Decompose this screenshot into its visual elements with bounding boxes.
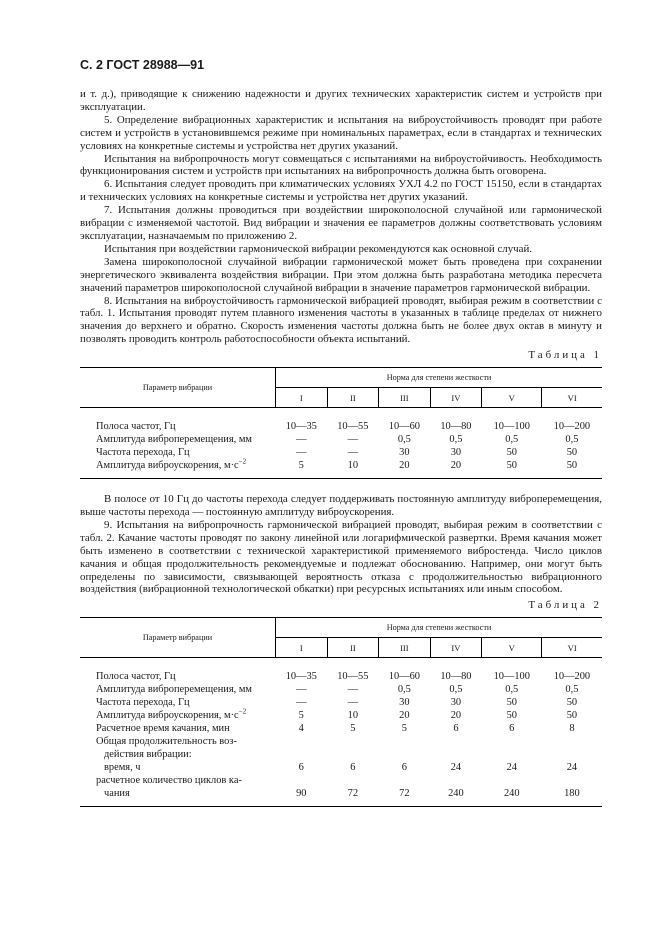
cell: 50 [506,710,517,722]
cell: 240 [482,787,542,807]
cell: 50 [482,459,542,479]
cell: 6 [350,762,356,774]
cell: — [296,684,307,696]
paragraph: 5. Определение вибрационных характеристик и испытания на виброустойчивость проводят при работе систем и устройств в установившемся режиме при номинальных параметрах, если в стандартах и технических условиях на конкретные системы и устройства нет других указаний. [80,113,602,152]
cell: — [347,697,359,709]
table-2 [80,617,602,807]
row-label: Амплитуда виброперемещения, мм [96,434,252,446]
cell: 20 [399,710,410,722]
row-label: Частота перехода, Гц [96,447,190,459]
table2-caption: Таблица 2 [528,599,602,612]
table-row [80,709,602,722]
cell: 30 [399,447,410,459]
column-header: VI [542,388,602,408]
cell: 6 [401,762,407,774]
cell: 180 [542,787,602,807]
cell: 6 [509,723,515,735]
cell: — [347,684,359,696]
cell: 20 [430,459,482,479]
column-header: II [327,638,379,658]
cell: 50 [566,447,578,459]
cell: 10—200 [553,671,591,683]
table-row [80,748,602,761]
cell: 10—80 [440,671,472,683]
cell: 10—55 [337,421,369,433]
cell: 50 [542,459,602,479]
cell: 30 [450,697,462,709]
column-header: II [327,388,379,408]
cell: 24 [450,762,462,774]
row-label: чания [80,787,276,807]
norm-header: Норма для степени жесткости [276,368,603,388]
cell: 50 [566,710,578,722]
paragraph: 6. Испытания следует проводить при климатических условиях УХЛ 4.2 по ГОСТ 15150, если в стандартах и технических условиях на конкретные системы и устройства нет других указаний. [80,178,602,204]
cell: 6 [298,762,304,774]
table-row [80,735,602,748]
cell: 24 [506,762,517,774]
cell: 24 [566,762,578,774]
paragraph: Испытания на вибропрочность могут совмещаться с испытаниями на виброустойчивость. Необходимость функционирования систем и устройств при испытаниях на вибропрочность должна быть оговорена. [80,152,602,178]
table-row [80,683,602,696]
cell: — [296,697,307,709]
row-label: Амплитуда виброускорения, $м\cdot с^{-2}$ [96,707,247,722]
cell: 10—35 [285,671,317,683]
paragraph: 8. Испытания на виброустойчивость гармонической вибрацией проводят, выбирая режим в соответствии с табл. 1. Испытания проводят путем плавного изменения частоты в указанных в таблице пределах от нижнего значения до верхнего и обратно. Скорость изменения частоты должна быть не более двух октав в минуту и позволять проводить контроль работоспособности объекта испытаний. [80,294,602,346]
param-header: Параметр вибрации [80,618,276,658]
table-row [80,761,602,774]
cell: 0,5 [505,684,519,696]
cell: 4 [298,723,304,735]
cell: 8 [569,723,575,735]
table-row [80,787,602,807]
table-1 [80,367,602,479]
cell: 10 [347,710,359,722]
cell: 10—80 [440,421,472,433]
column-header: I [276,638,328,658]
cell: 72 [379,787,431,807]
cell: — [347,434,359,446]
table-row [80,459,602,479]
row-label: расчетное количество циклов ка- [96,775,242,787]
cell: 10—60 [388,421,420,433]
table-row [80,658,602,684]
paragraph: Испытания при воздействии гармонической вибрации рекомендуются как основной случай. [104,242,533,255]
row-label: Полоса частот, Гц [96,421,176,433]
table-row [80,696,602,709]
cell: 5 [401,723,407,735]
row-label: Расчетное время качания, мин [96,723,230,735]
table1-caption: Таблица 1 [528,349,602,362]
cell: 0,5 [397,684,411,696]
column-header: III [379,388,431,408]
cell: 5 [350,723,356,735]
paragraph: и т. д.), приводящие к снижению надежности и других технических характеристик систем и устройств при эксплуатации. [80,88,602,113]
cell: 72 [327,787,379,807]
cell: 10—35 [285,421,317,433]
paragraph: В полосе от 10 Гц до частоты перехода следует поддерживать постоянную амплитуду виброперемещения, выше частоты перехода — постоянную амплитуду виброускорения. [80,493,602,519]
table-row [80,722,602,735]
column-header: VI [542,638,602,658]
row-label: Полоса частот, Гц [96,671,176,683]
table-row [80,433,602,446]
cell: 20 [450,710,462,722]
cell: 90 [276,787,328,807]
cell: 5 [298,710,304,722]
unit-exponent: −2 [238,707,247,716]
cell: 0,5 [449,684,463,696]
cell: 50 [566,697,578,709]
row-label: Частота перехода, Гц [96,697,190,709]
cell: 0,5 [565,684,579,696]
paragraph: Замена широкополосной случайной вибрации гармонической может быть проведена при сохранении энергетического эквивалента воздействия вибрации. При этом должна быть разработана методика пересчета значений параметров широкополосной случайной вибрации в значение параметров гармонической вибрации. [80,255,602,294]
column-header: I [276,388,328,408]
column-header: III [379,638,431,658]
cell: 30 [450,447,462,459]
cell: 10 [327,459,379,479]
unit-exponent: −2 [238,457,247,466]
row-label: Амплитуда виброускорения, $м\cdot с^{-2}$ [80,459,276,479]
cell: 5 [276,459,328,479]
norm-header: Норма для степени жесткости [276,618,603,638]
table-row [80,774,602,787]
cell: 240 [430,787,482,807]
cell: — [347,447,359,459]
cell: 50 [506,697,517,709]
column-header: IV [430,638,482,658]
cell: 20 [379,459,431,479]
cell: 10—200 [553,421,591,433]
cell: — [296,434,307,446]
cell: 30 [399,697,410,709]
row-label: Амплитуда виброперемещения, мм [96,684,252,696]
param-header: Параметр вибрации [80,368,276,408]
cell: 0,5 [505,434,519,446]
table-row [80,408,602,434]
table-row [80,446,602,459]
column-header: IV [430,388,482,408]
row-label: Общая продолжительность воз- [96,736,237,748]
cell: 0,5 [449,434,463,446]
cell: 6 [453,723,459,735]
paragraph: 7. Испытания должны проводиться при воздействии широкополосной случайной или гармонической вибрации с изменяемой частотой. Вид вибрации и значения ее параметров должны соответствовать условиям эксплуатации, назначаемым по приложению 2. [80,204,602,242]
column-header: V [482,388,542,408]
row-label: действия вибрации: [104,749,192,761]
page-header: С. 2 ГОСТ 28988—91 [80,58,205,72]
cell: 0,5 [397,434,411,446]
document-page [80,58,602,807]
cell: 10—55 [337,671,369,683]
paragraph: 9. Испытания на вибропрочность гармонической вибрацией проводят, выбирая режим в соответствии с табл. 2. Качание частоты проводят по закону линейной или логарифмической развертки. Время качания может быть изменено в соответствии с технической характеристикой применяемого вибростенда. Число циклов качания и общая продолжительность рекомендуемые и подлежат обоснованию. Например, они могут быть определены по зависимости, связывающей вероятность отказа с продолжительностью вибрационного воздействия (вибрационной технологической обкатки) при ресурсных испытаниях или иным способом. [80,518,602,596]
cell: 10—100 [493,671,530,683]
cell: — [296,447,307,459]
cell: 0,5 [565,434,579,446]
cell: 10—60 [388,671,420,683]
column-header: V [482,638,542,658]
row-label: время, ч [104,762,141,774]
cell: 50 [506,447,517,459]
cell: 10—100 [493,421,530,433]
